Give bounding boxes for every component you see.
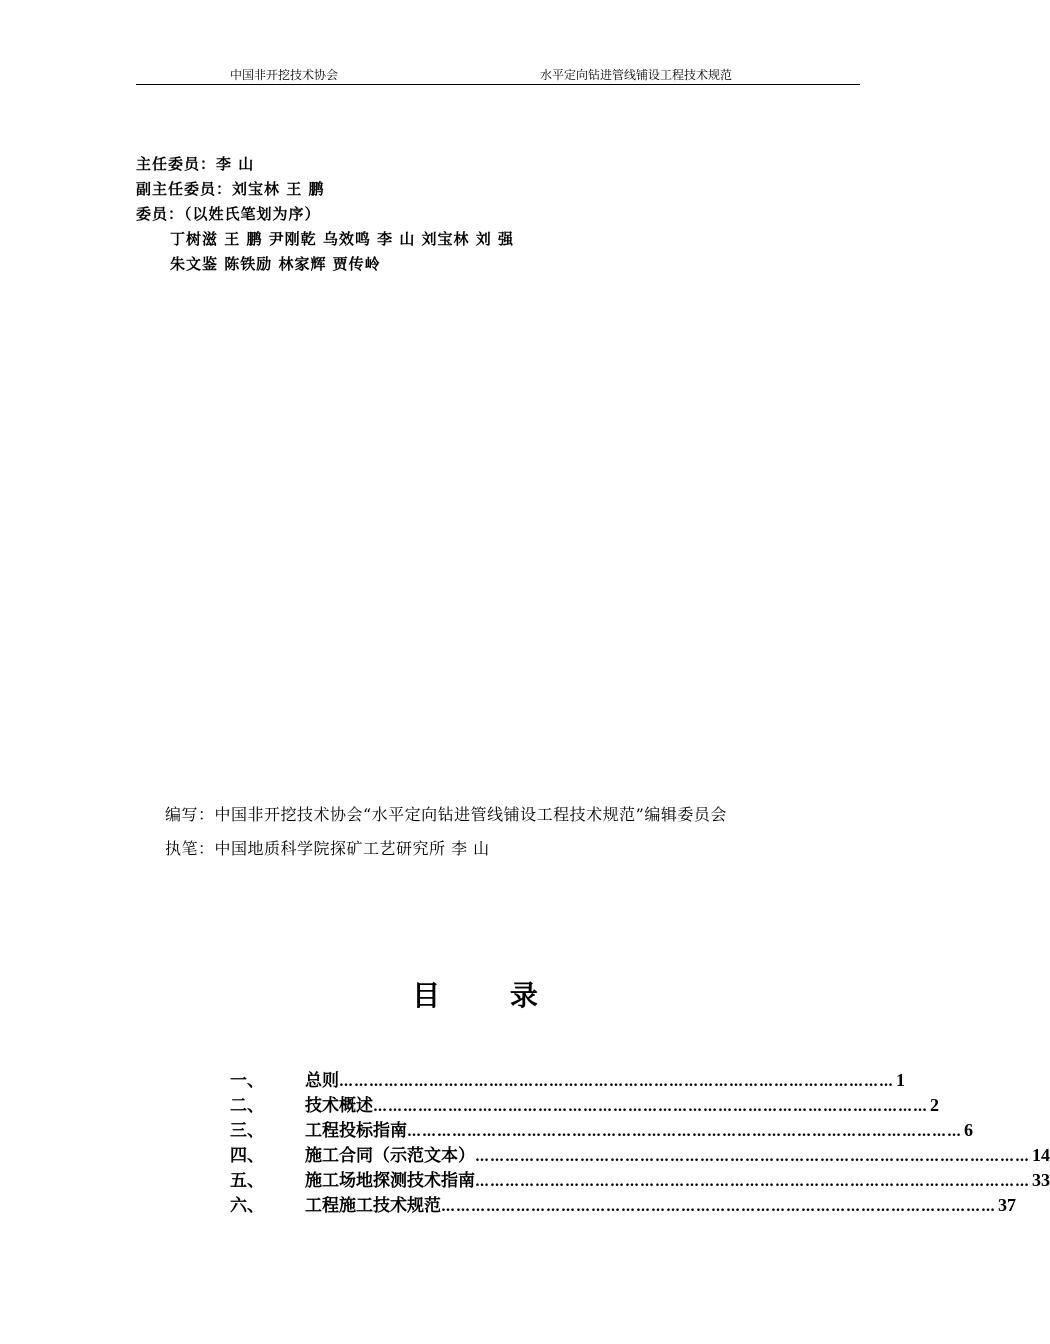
toc-entry-label: 技术概述	[305, 1096, 373, 1116]
toc-entry-label: 工程施工技术规范	[305, 1196, 441, 1216]
toc-title: 目 录	[412, 979, 568, 1012]
toc-entry-number: 二、	[230, 1096, 264, 1116]
toc-entry-page: 37	[998, 1195, 1016, 1215]
toc-entry-page: 2	[930, 1095, 939, 1115]
editorial-committee	[136, 152, 514, 277]
credits	[165, 798, 727, 866]
committee-chair: 主任委员：李 山	[136, 155, 255, 173]
toc-leader-dots: …………………………………………………………………………………………………	[475, 1149, 1030, 1165]
toc-entry[interactable]	[230, 1068, 905, 1093]
credit-written-by: 执笔：中国地质科学院探矿工艺研究所 李 山	[165, 839, 490, 858]
header-organization: 中国非开挖技术协会	[230, 68, 339, 82]
page-header	[136, 64, 860, 85]
toc-entry[interactable]	[230, 1118, 973, 1143]
toc-entry-page: 1	[896, 1070, 905, 1090]
toc-entry-page: 14	[1032, 1145, 1050, 1165]
toc-leader-dots: …………………………………………………………………………………………………	[475, 1174, 1030, 1190]
toc-entry-number: 四、	[230, 1146, 264, 1166]
committee-members-label: 委员：（以姓氏笔划为序）	[136, 205, 321, 223]
toc-leader-dots: …………………………………………………………………………………………………	[407, 1124, 962, 1140]
committee-vice-chair: 副主任委员：刘宝林 王 鹏	[136, 180, 325, 198]
credit-compiled-by: 编写：中国非开挖技术协会“水平定向钻进管线铺设工程技术规范”编辑委员会	[165, 805, 727, 824]
toc-leader-dots: …………………………………………………………………………………………………	[441, 1199, 996, 1215]
toc-entry-label: 工程投标指南	[305, 1121, 407, 1141]
toc-entry-label: 总则	[305, 1071, 339, 1091]
toc-entry-number: 三、	[230, 1121, 264, 1141]
committee-members-line-1: 丁树滋 王 鹏 尹刚乾 乌效鸣 李 山 刘宝林 刘 强	[170, 230, 515, 248]
table-of-contents	[230, 1068, 1050, 1218]
toc-leader-dots: …………………………………………………………………………………………………	[373, 1099, 928, 1115]
header-document-title: 水平定向钻进管线铺设工程技术规范	[540, 68, 733, 82]
toc-entry[interactable]	[230, 1193, 1016, 1218]
toc-entry[interactable]	[230, 1093, 939, 1118]
toc-entry-number: 一、	[230, 1071, 264, 1091]
toc-entry-label: 施工合同（示范文本）	[305, 1146, 475, 1166]
toc-entry[interactable]	[230, 1168, 1050, 1193]
toc-entry-label: 施工场地探测技术指南	[305, 1171, 475, 1191]
toc-entry-number: 五、	[230, 1171, 264, 1191]
toc-leader-dots: …………………………………………………………………………………………………	[339, 1074, 894, 1090]
committee-members-line-2: 朱文鉴 陈铁励 林家辉 贾传岭	[170, 255, 381, 273]
toc-entry-page: 33	[1032, 1170, 1050, 1190]
toc-entry-page: 6	[964, 1120, 973, 1140]
toc-entry-number: 六、	[230, 1196, 264, 1216]
toc-entry[interactable]	[230, 1143, 1050, 1168]
